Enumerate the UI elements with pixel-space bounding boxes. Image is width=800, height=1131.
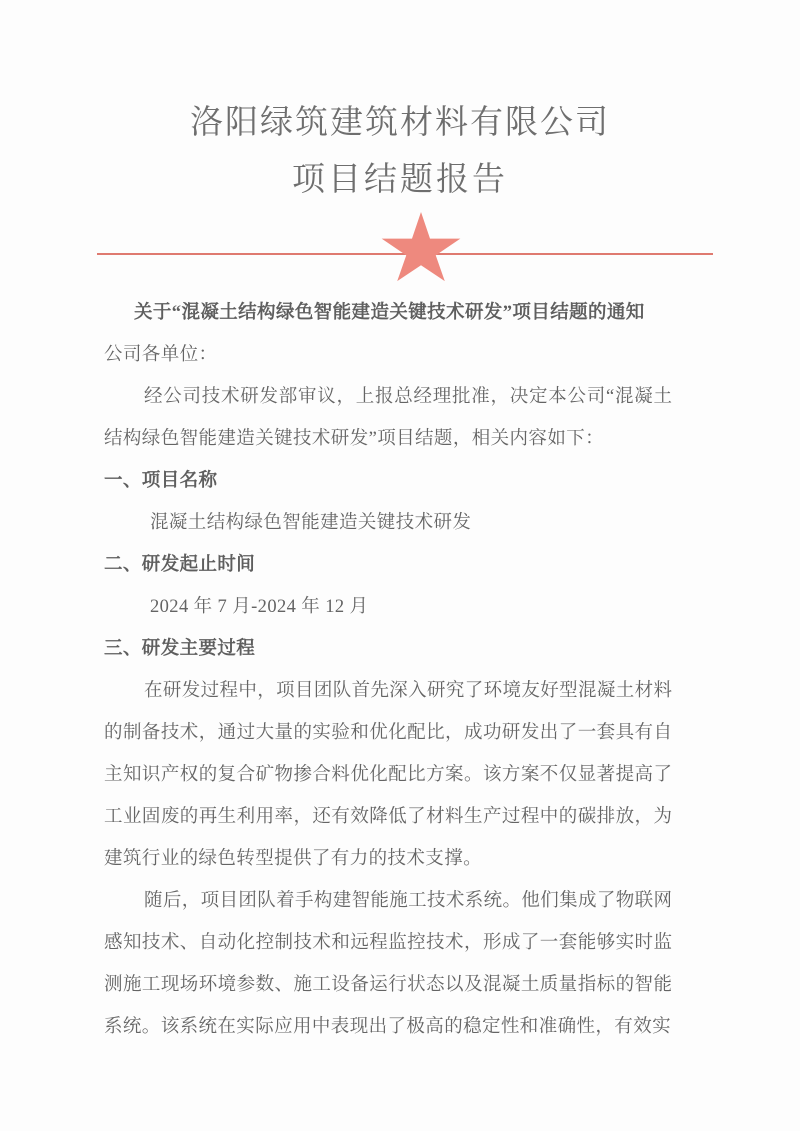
company-name-title: 洛阳绿筑建筑材料有限公司 [190,105,610,141]
text-line-para-start: 随后，项目团队着手构建智能施工技术系统。他们集成了物联网 [144,891,672,911]
text-line-para-cont: 系统。该系统在实际应用中表现出了极高的稳定性和准确性，有效实 [104,1017,672,1037]
text-line-para-cont: 感知技术、自动化控制技术和远程监控技术，形成了一套能够实时监 [104,933,672,953]
text-line-heading: 一、项目名称 [104,471,218,491]
text-line-para-start: 在研发过程中，项目团队首先深入研究了环境友好型混凝土材料 [144,681,672,701]
text-line-para-cont: 测施工现场环境参数、施工设备运行状态以及混凝土质量指标的智能 [104,975,672,995]
report-title: 项目结题报告 [292,162,508,198]
text-line-para-cont: 建筑行业的绿色转型提供了有力的技术支撑。 [104,849,483,869]
text-line-item: 2024 年 7 月-2024 年 12 月 [150,597,369,617]
text-line-para-cont: 结构绿色智能建造关键技术研发”项目结题，相关内容如下： [104,429,605,449]
text-line-para-cont: 主知识产权的复合矿物掺合料优化配比方案。该方案不仅显著提高了 [104,765,672,785]
text-line-para-cont: 工业固废的再生利用率，还有效降低了材料生产过程中的碳排放，为 [104,807,672,827]
text-line-heading: 二、研发起止时间 [104,555,256,575]
text-line-heading: 三、研发主要过程 [104,639,256,659]
text-line-salutation: 公司各单位： [104,345,218,365]
text-line-item: 混凝土结构绿色智能建造关键技术研发 [150,513,472,533]
text-line-subject: 关于“混凝土结构绿色智能建造关键技术研发”项目结题的通知 [134,303,645,323]
text-line-para-cont: 的制备技术，通过大量的实验和优化配比，成功研发出了一套具有自 [104,723,672,743]
text-line-para-start: 经公司技术研发部审议，上报总经理批准，决定本公司“混凝土 [144,387,672,407]
body-lines [104,292,672,1048]
red-star-icon [380,212,462,288]
